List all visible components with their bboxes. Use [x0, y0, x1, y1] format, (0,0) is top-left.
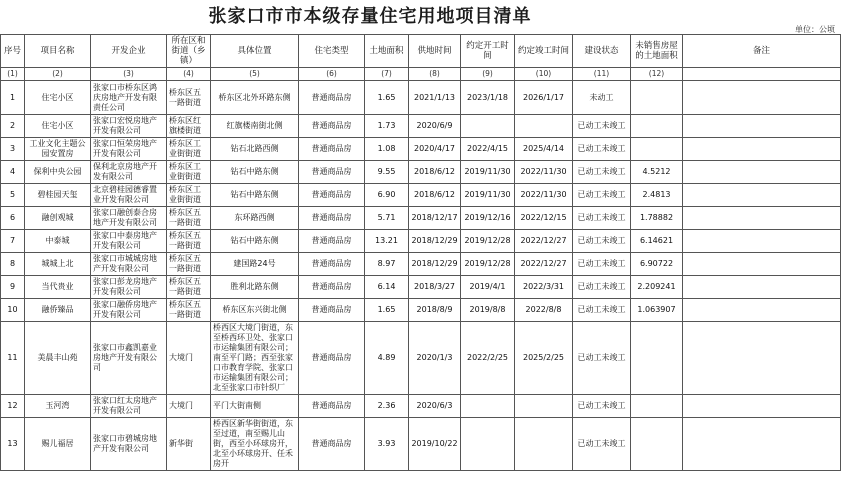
- table-cell: 普通商品房: [299, 230, 365, 253]
- table-cell: [631, 322, 683, 395]
- table-cell: 张家口市城城房地产开发有限公司: [91, 253, 167, 276]
- index-cell: (12): [631, 68, 683, 81]
- table-cell: 2018/12/29: [409, 230, 461, 253]
- table-cell: 1.78882: [631, 207, 683, 230]
- header-cell: 供地时间: [409, 35, 461, 68]
- table-cell: 2019/12/16: [461, 207, 515, 230]
- table-cell: 桥东区五一路街道: [167, 207, 211, 230]
- table-cell: 1.08: [365, 138, 409, 161]
- table-cell: 12: [1, 395, 25, 418]
- table-cell: 2025/4/14: [515, 138, 573, 161]
- table-cell: 普通商品房: [299, 322, 365, 395]
- table-cell: 2018/3/27: [409, 276, 461, 299]
- table-cell: [683, 115, 841, 138]
- table-cell: [515, 418, 573, 471]
- header-row: [1, 35, 841, 68]
- table-cell: [631, 81, 683, 115]
- table-cell: 2020/1/3: [409, 322, 461, 395]
- table-cell: 桥东区五一路街道: [167, 230, 211, 253]
- table-cell: 桥西区新华街街道，东至过道，南至赐儿山街，西至小环球房开，北至小环球房开、任禾房开: [211, 418, 299, 471]
- table-cell: 碧桂园天玺: [25, 184, 91, 207]
- table-cell: 2022/12/15: [515, 207, 573, 230]
- table-cell: 2019/4/1: [461, 276, 515, 299]
- table-cell: 桥东区工业街街道: [167, 161, 211, 184]
- table-cell: 2018/12/29: [409, 253, 461, 276]
- table-row: [1, 115, 841, 138]
- table-cell: 2022/2/25: [461, 322, 515, 395]
- table-row: [1, 230, 841, 253]
- header-cell: 所在区和街道（乡镇）: [167, 35, 211, 68]
- header-cell: 备注: [683, 35, 841, 68]
- table-cell: 桥东区东兴街北侧: [211, 299, 299, 322]
- table-cell: [631, 395, 683, 418]
- table-cell: 1.73: [365, 115, 409, 138]
- table-cell: [683, 230, 841, 253]
- table-row: [1, 81, 841, 115]
- table-cell: [515, 115, 573, 138]
- table-cell: 2019/8/8: [461, 299, 515, 322]
- table-cell: 已动工未竣工: [573, 161, 631, 184]
- table-cell: 赐儿福居: [25, 418, 91, 471]
- table-row: [1, 395, 841, 418]
- table-cell: 桥东区工业街街道: [167, 184, 211, 207]
- table-cell: 5: [1, 184, 25, 207]
- table-cell: 普通商品房: [299, 418, 365, 471]
- table-cell: 1: [1, 81, 25, 115]
- index-cell: (1): [1, 68, 25, 81]
- table-cell: 4.5212: [631, 161, 683, 184]
- table-cell: 2019/10/22: [409, 418, 461, 471]
- table-cell: 保利北京房地产开发有限公司: [91, 161, 167, 184]
- table-cell: 2022/11/30: [515, 184, 573, 207]
- table-cell: 保利中央公园: [25, 161, 91, 184]
- header-cell: 具体位置: [211, 35, 299, 68]
- table-cell: 2.209241: [631, 276, 683, 299]
- table-cell: 红旗楼南街北侧: [211, 115, 299, 138]
- table-cell: 当代贵业: [25, 276, 91, 299]
- header-cell: 住宅类型: [299, 35, 365, 68]
- table-cell: 2020/6/3: [409, 395, 461, 418]
- table-cell: 2019/12/28: [461, 230, 515, 253]
- table-cell: 张家口红太房地产开发有限公司: [91, 395, 167, 418]
- unit-label: 单位：公顷: [795, 25, 835, 34]
- table-cell: 已动工未竣工: [573, 276, 631, 299]
- table-cell: [683, 184, 841, 207]
- table-cell: 13.21: [365, 230, 409, 253]
- table-cell: 北京碧桂园德睿置业开发有限公司: [91, 184, 167, 207]
- table-cell: [683, 207, 841, 230]
- table-cell: 3.93: [365, 418, 409, 471]
- page-title: 张家口市市本级存量住宅用地项目清单: [208, 6, 532, 27]
- table-cell: 中泰城: [25, 230, 91, 253]
- table-cell: 城城上北: [25, 253, 91, 276]
- index-cell: (4): [167, 68, 211, 81]
- table-cell: 张家口彭龙房地产开发有限公司: [91, 276, 167, 299]
- table-cell: 2: [1, 115, 25, 138]
- table-cell: 2018/12/17: [409, 207, 461, 230]
- table-cell: [631, 115, 683, 138]
- table-cell: 2022/3/31: [515, 276, 573, 299]
- table-cell: 2021/1/13: [409, 81, 461, 115]
- table-cell: 建国路24号: [211, 253, 299, 276]
- header-cell: 土地面积: [365, 35, 409, 68]
- table-cell: 已动工未竣工: [573, 207, 631, 230]
- table-cell: 2020/4/17: [409, 138, 461, 161]
- index-row: [1, 68, 841, 81]
- table-cell: 大境门: [167, 322, 211, 395]
- table-cell: 9: [1, 276, 25, 299]
- header-cell: 序号: [1, 35, 25, 68]
- table-cell: 张家口宏悦房地产开发有限公司: [91, 115, 167, 138]
- index-cell: (6): [299, 68, 365, 81]
- table-cell: 2022/11/30: [515, 161, 573, 184]
- table-cell: 7: [1, 230, 25, 253]
- table-cell: 6: [1, 207, 25, 230]
- table-cell: 已动工未竣工: [573, 395, 631, 418]
- table-cell: 美晨丰山苑: [25, 322, 91, 395]
- table-cell: 胜利北路东侧: [211, 276, 299, 299]
- table-row: [1, 276, 841, 299]
- table-cell: 2026/1/17: [515, 81, 573, 115]
- table-cell: 普通商品房: [299, 138, 365, 161]
- table-row: [1, 253, 841, 276]
- table-cell: [683, 322, 841, 395]
- table-cell: [683, 395, 841, 418]
- table-cell: 11: [1, 322, 25, 395]
- table-cell: 普通商品房: [299, 299, 365, 322]
- index-cell: (9): [461, 68, 515, 81]
- table-cell: 张家口市桥东区鸿庆房地产开发有限责任公司: [91, 81, 167, 115]
- table-cell: 普通商品房: [299, 207, 365, 230]
- table-cell: 已动工未竣工: [573, 322, 631, 395]
- table-cell: 钻石中路东侧: [211, 230, 299, 253]
- table-cell: 1.65: [365, 299, 409, 322]
- table-cell: 融创观城: [25, 207, 91, 230]
- index-cell: [683, 68, 841, 81]
- table-cell: 已动工未竣工: [573, 299, 631, 322]
- table-cell: 2019/11/30: [461, 184, 515, 207]
- table-cell: [461, 395, 515, 418]
- table-cell: 桥东区五一路街道: [167, 299, 211, 322]
- table-cell: 2022/4/15: [461, 138, 515, 161]
- table-cell: 2020/6/9: [409, 115, 461, 138]
- table-cell: 1.65: [365, 81, 409, 115]
- table-cell: 2025/2/25: [515, 322, 573, 395]
- table-cell: 1.063907: [631, 299, 683, 322]
- table-cell: [683, 161, 841, 184]
- table-cell: 已动工未竣工: [573, 418, 631, 471]
- table-cell: 2022/12/27: [515, 253, 573, 276]
- table-cell: 6.90722: [631, 253, 683, 276]
- table-cell: 6.14621: [631, 230, 683, 253]
- table-cell: 5.71: [365, 207, 409, 230]
- index-cell: (11): [573, 68, 631, 81]
- table-cell: 住宅小区: [25, 115, 91, 138]
- table-body: [1, 81, 841, 471]
- table-cell: 钻石中路东侧: [211, 161, 299, 184]
- table-cell: 东环路西侧: [211, 207, 299, 230]
- table-cell: 已动工未竣工: [573, 115, 631, 138]
- table-cell: 桥东区红旗楼街道: [167, 115, 211, 138]
- table-cell: 普通商品房: [299, 184, 365, 207]
- table-cell: 9.55: [365, 161, 409, 184]
- header-cell: 约定开工时间: [461, 35, 515, 68]
- table-row: [1, 299, 841, 322]
- table-cell: [461, 115, 515, 138]
- table-cell: 大境门: [167, 395, 211, 418]
- table-cell: 普通商品房: [299, 276, 365, 299]
- table-cell: 2023/1/18: [461, 81, 515, 115]
- table-row: [1, 161, 841, 184]
- table-cell: 张家口中泰房地产开发有限公司: [91, 230, 167, 253]
- table-cell: 住宅小区: [25, 81, 91, 115]
- table-cell: [631, 418, 683, 471]
- header-cell: 开发企业: [91, 35, 167, 68]
- table-cell: 2018/6/12: [409, 184, 461, 207]
- header-cell: 约定竣工时间: [515, 35, 573, 68]
- table-cell: 6.14: [365, 276, 409, 299]
- table-cell: [683, 276, 841, 299]
- table-cell: [631, 138, 683, 161]
- table-cell: 10: [1, 299, 25, 322]
- table-cell: [683, 418, 841, 471]
- table-cell: 3: [1, 138, 25, 161]
- table-cell: 13: [1, 418, 25, 471]
- table-cell: 普通商品房: [299, 395, 365, 418]
- table-cell: 已动工未竣工: [573, 184, 631, 207]
- table-cell: 钻石北路西侧: [211, 138, 299, 161]
- table-cell: 2019/12/28: [461, 253, 515, 276]
- table-cell: 融侨臻品: [25, 299, 91, 322]
- table-cell: [683, 81, 841, 115]
- header-cell: 未销售房屋的土地面积: [631, 35, 683, 68]
- table-cell: 8.97: [365, 253, 409, 276]
- table-cell: 张家口恒荣房地产开发有限公司: [91, 138, 167, 161]
- index-cell: (10): [515, 68, 573, 81]
- table-cell: 张家口市碧城房地产开发有限公司: [91, 418, 167, 471]
- table-cell: 桥东区北外环路东侧: [211, 81, 299, 115]
- table-cell: 6.90: [365, 184, 409, 207]
- table-cell: 普通商品房: [299, 115, 365, 138]
- table-cell: 桥东区五一路街道: [167, 81, 211, 115]
- table-cell: 张家口融侨房地产开发有限公司: [91, 299, 167, 322]
- index-cell: (8): [409, 68, 461, 81]
- table-cell: 已动工未竣工: [573, 230, 631, 253]
- table-cell: 4.89: [365, 322, 409, 395]
- table-cell: 2022/12/27: [515, 230, 573, 253]
- table-cell: 未动工: [573, 81, 631, 115]
- table-cell: 4: [1, 161, 25, 184]
- table-cell: 平门大街南侧: [211, 395, 299, 418]
- land-list-table: [0, 34, 841, 471]
- table-cell: 2018/6/12: [409, 161, 461, 184]
- table-cell: [683, 253, 841, 276]
- table-cell: 普通商品房: [299, 81, 365, 115]
- table-row: [1, 322, 841, 395]
- table-cell: 桥西区大境门街道，东至桥西环卫处、张家口市运输集团有限公司；南至平门路；西至张家口市教育学院、张家口市运输集团有限公司；北至张家口市针织厂: [211, 322, 299, 395]
- table-cell: [683, 138, 841, 161]
- table-cell: 8: [1, 253, 25, 276]
- table-cell: 2019/11/30: [461, 161, 515, 184]
- table-cell: 工业文化主题公园安置房: [25, 138, 91, 161]
- table-cell: [461, 418, 515, 471]
- table-row: [1, 418, 841, 471]
- table-cell: 2022/8/8: [515, 299, 573, 322]
- table-cell: [515, 395, 573, 418]
- table-cell: 普通商品房: [299, 253, 365, 276]
- table-cell: 桥东区五一路街道: [167, 253, 211, 276]
- header-cell: 项目名称: [25, 35, 91, 68]
- table-cell: 2.36: [365, 395, 409, 418]
- table-cell: 桥东区工业街街道: [167, 138, 211, 161]
- table-cell: 2018/8/9: [409, 299, 461, 322]
- table-cell: 普通商品房: [299, 161, 365, 184]
- table-cell: 钻石中路东侧: [211, 184, 299, 207]
- table-row: [1, 207, 841, 230]
- table-row: [1, 138, 841, 161]
- index-cell: (7): [365, 68, 409, 81]
- index-cell: (3): [91, 68, 167, 81]
- table-row: [1, 184, 841, 207]
- table-cell: 桥东区五一路街道: [167, 276, 211, 299]
- index-cell: (2): [25, 68, 91, 81]
- index-cell: (5): [211, 68, 299, 81]
- table-cell: 已动工未竣工: [573, 253, 631, 276]
- table-cell: 张家口市鑫凯嘉业房地产开发有限公司: [91, 322, 167, 395]
- table-cell: 2.4813: [631, 184, 683, 207]
- table-cell: 已动工未竣工: [573, 138, 631, 161]
- table-cell: 张家口融创泰合房地产开发有限公司: [91, 207, 167, 230]
- header-cell: 建设状态: [573, 35, 631, 68]
- table-cell: 玉河湾: [25, 395, 91, 418]
- table-cell: 新华街: [167, 418, 211, 471]
- table-cell: [683, 299, 841, 322]
